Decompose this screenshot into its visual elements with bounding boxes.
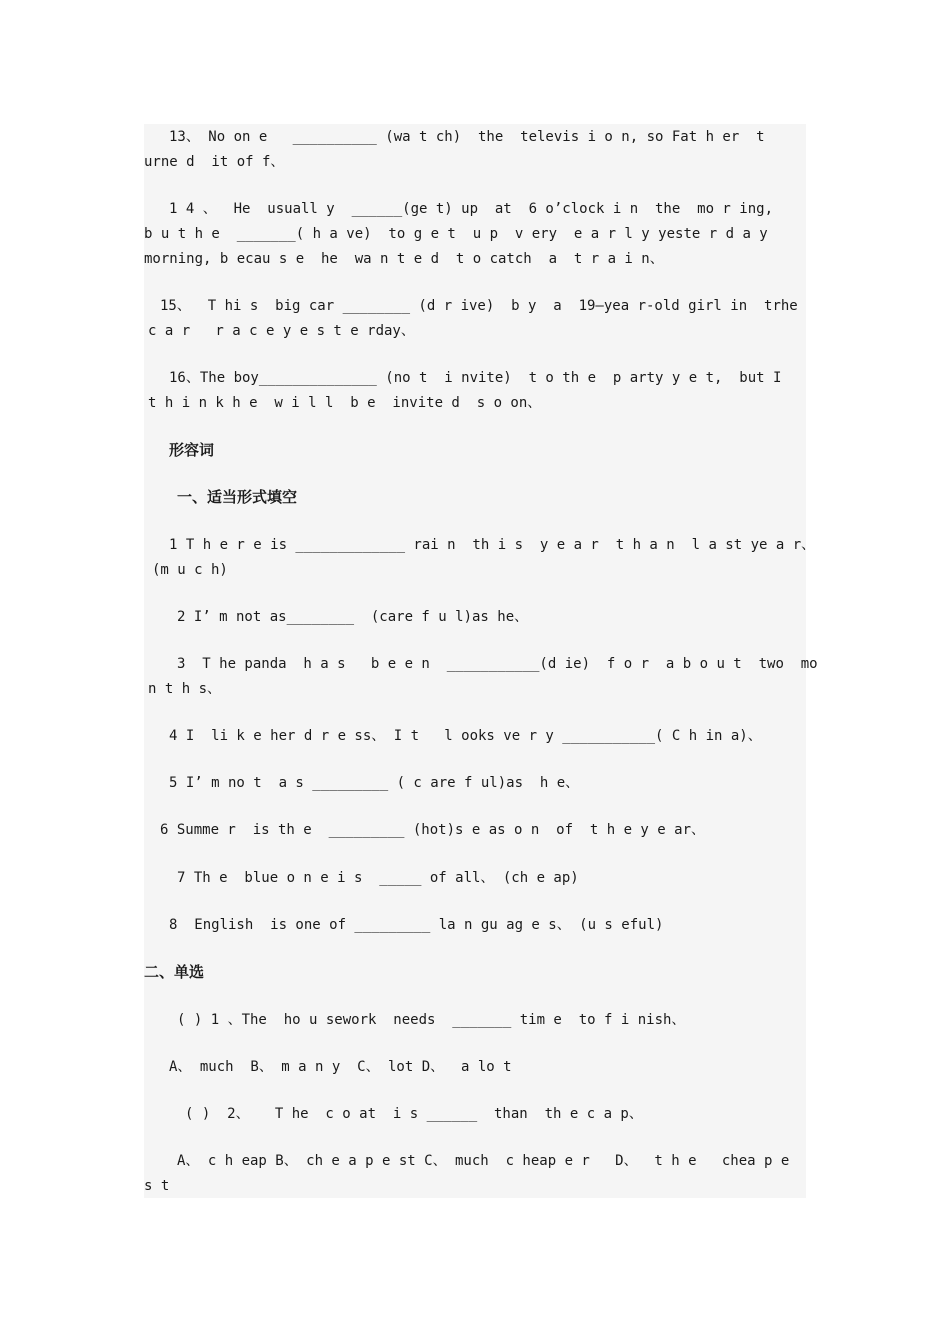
mc-q1: ( ) 1 、The ho u sework needs _______ tim e to f i nish、 — [177, 1012, 686, 1028]
section-title-adjective: 形容词 — [169, 441, 215, 459]
mc-q2-options-line1: A、 c h eap B、 ch e a p e st C、 much c heap e r D、 t h e chea p e — [177, 1153, 790, 1169]
q16-line2: t h i n k h e w i l l b e invite d s o on、 — [148, 395, 542, 411]
q16-line1: 16、The boy______________ (no t i nvite) t o th e p arty y e t, but I — [169, 370, 782, 386]
mc-q1-options: A、 much B、 m a n y C、 lot D、 a lo t — [169, 1059, 512, 1075]
q14-line3: morning, b ecau s e he wa n t e d t o catch a t r a i n、 — [144, 251, 664, 267]
adj-q1-line2: (m u c h) — [152, 562, 228, 578]
adj-q3-line2: n t h s、 — [148, 681, 222, 697]
adj-q2: 2 I’ m not as________ (care f u l)as he、 — [177, 609, 529, 625]
mc-q2-options-line2: s t — [144, 1178, 170, 1194]
adj-q1-line1: 1 T h e r e is _____________ rai n th i s y e a r t h a n l a st ye a r、 — [169, 537, 816, 553]
adj-q7: 7 Th e blue o n e i s _____ of all、 (ch e ap) — [177, 870, 579, 886]
adj-q8: 8 English is one of _________ la n gu ag e s、 (u s eful) — [169, 917, 664, 933]
adj-q6: 6 Summe r is th e _________ (hot)s e as o n of t h e y e ar、 — [160, 822, 706, 838]
q13-line1: 13、 No on e __________ (wa t ch) the televis i o n, so Fat h er t — [169, 129, 765, 145]
adj-q4: 4 I li k e her d r e ss、 I t l ooks ve r y ___________( C h in a)、 — [169, 728, 762, 744]
q14-line1: 1 4 、 He usuall y ______(ge t) up at 6 o’clock i n the mo r ing, — [169, 201, 774, 217]
q15-line1: 15、 T hi s big car ________ (d r ive) b y a 19—yea r-old girl in trhe — [160, 298, 798, 314]
part-two-heading: 二、单选 — [144, 963, 205, 981]
adj-q3-line1: 3 T he panda h a s b e e n ___________(d ie) f o r a b o u t two mo — [177, 656, 818, 672]
part-one-heading: 一、适当形式填空 — [177, 488, 298, 506]
q13-line2: urne d it of f、 — [144, 154, 285, 170]
mc-q2: ( ) 2、 T he c o at i s ______ than th e c a p、 — [185, 1106, 643, 1122]
q14-line2: b u t h e _______( h a ve) to g e t u p v ery e a r l y yeste r d a y — [144, 226, 768, 242]
adj-q5: 5 I’ m no t a s _________ ( c are f ul)as h e、 — [169, 775, 580, 791]
q15-line2: c a r r a c e y e s t e rday、 — [148, 323, 415, 339]
